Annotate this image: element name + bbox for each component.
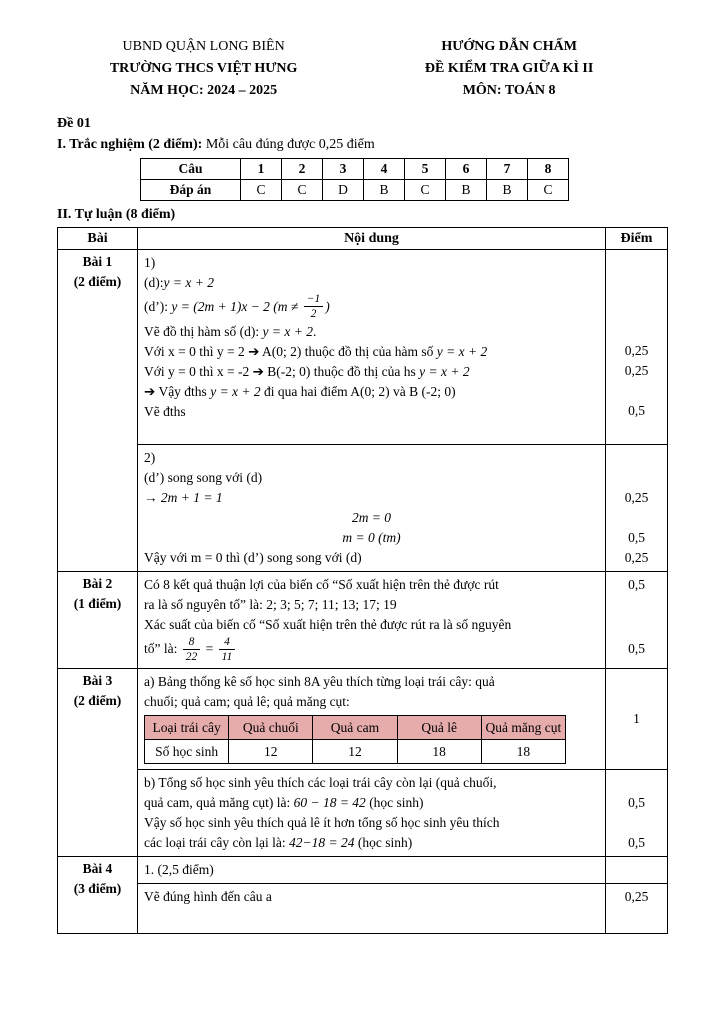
exercise-label-cell bbox=[58, 856, 138, 933]
math-text: m = 0 (tm) bbox=[342, 530, 401, 546]
essay-table bbox=[57, 227, 668, 934]
document-header bbox=[57, 36, 668, 102]
answer-table-row bbox=[141, 180, 569, 201]
fruit-table-data-cell: Số học sinh bbox=[145, 739, 229, 763]
points-value: 0,5 bbox=[628, 577, 645, 593]
points-cell bbox=[606, 883, 668, 933]
answer-cell: 7 bbox=[487, 159, 528, 180]
fraction-numerator: 8 bbox=[188, 635, 195, 648]
fruit-table-data-row bbox=[145, 739, 566, 763]
plain-text: . bbox=[312, 324, 317, 340]
math-text: 60 − 18 = 42 bbox=[293, 794, 366, 810]
section1-title bbox=[57, 135, 668, 154]
answer-cell: 5 bbox=[405, 159, 446, 180]
content-line bbox=[144, 575, 599, 595]
content-line bbox=[144, 402, 599, 422]
answer-cell: C bbox=[528, 180, 569, 201]
header-left-block bbox=[57, 36, 350, 102]
math-text: y = (2m + 1)x − 2 (m ≠ bbox=[171, 299, 302, 314]
plain-text: Vẽ đồ thị hàm số (d): bbox=[144, 324, 263, 340]
points-value: 0,5 bbox=[628, 794, 645, 810]
answer-cell: 4 bbox=[364, 159, 405, 180]
answer-cell: 3 bbox=[323, 159, 364, 180]
answer-table-row-label: Câu bbox=[141, 159, 241, 180]
points-cell bbox=[606, 250, 668, 445]
exercise-label-line: Bài 1 bbox=[82, 254, 113, 269]
points-value: 0,5 bbox=[628, 834, 645, 850]
doc-title: HƯỚNG DẪN CHẤM bbox=[441, 39, 577, 54]
content-line bbox=[144, 833, 599, 853]
answer-cell: C bbox=[282, 180, 323, 201]
points-value: 0,5 bbox=[628, 403, 645, 418]
answer-cell: 6 bbox=[446, 159, 487, 180]
math-text: ) bbox=[325, 299, 330, 314]
fruit-table-data-cell: 12 bbox=[229, 739, 313, 763]
points-cell bbox=[606, 769, 668, 856]
plain-text: → bbox=[144, 490, 161, 506]
answer-cell: B bbox=[446, 180, 487, 201]
math-text: y = x + 2 bbox=[163, 275, 214, 290]
exam-title: ĐỀ KIỂM TRA GIỮA KÌ II bbox=[424, 61, 594, 76]
fraction bbox=[304, 292, 324, 321]
content-line bbox=[144, 793, 599, 813]
answer-cell: 2 bbox=[282, 159, 323, 180]
essay-table-row bbox=[58, 856, 668, 883]
plain-text: Xác suất của biến cố “Số xuất hiện trên thẻ được rút ra là số nguyên bbox=[144, 617, 512, 633]
essay-table-row bbox=[58, 668, 668, 769]
answer-table-row bbox=[141, 159, 569, 180]
content-line bbox=[144, 468, 599, 488]
math-text: y = x + 2 bbox=[210, 384, 261, 400]
essay-table-row bbox=[58, 883, 668, 933]
content-cell bbox=[138, 883, 606, 933]
points-spacer bbox=[608, 381, 665, 401]
fraction-denominator: 11 bbox=[219, 649, 236, 664]
math-text: y = x + 2 bbox=[262, 324, 313, 340]
exercise-label-line: Bài 3 bbox=[82, 672, 113, 688]
fruit-table-header-row bbox=[145, 715, 566, 739]
exercise-label-line: (1 điểm) bbox=[73, 596, 122, 612]
plain-text: (d’): bbox=[144, 299, 172, 314]
fruit-table-header-cell: Quả măng cụt bbox=[481, 715, 565, 739]
plain-text: (học sinh) bbox=[365, 794, 424, 810]
answer-cell: C bbox=[241, 180, 282, 201]
points-cell: 1 bbox=[606, 668, 668, 769]
plain-text: đi qua hai điểm A(0; 2) và B (-2; 0) bbox=[260, 384, 456, 400]
answer-cell: D bbox=[323, 180, 364, 201]
fruit-table-header-cell: Loại trái cây bbox=[145, 715, 229, 739]
points-value: 0,5 bbox=[628, 530, 645, 546]
content-cell bbox=[138, 445, 606, 572]
fruit-table bbox=[144, 715, 566, 764]
points-spacer bbox=[608, 860, 665, 880]
content-line bbox=[144, 887, 599, 907]
section2-title: II. Tự luận (8 điểm) bbox=[57, 207, 176, 222]
math-text: 2m + 1 = 1 bbox=[160, 490, 223, 506]
content-line bbox=[144, 615, 599, 635]
essay-table-row bbox=[58, 572, 668, 668]
essay-table-row bbox=[58, 445, 668, 572]
header-right-block bbox=[350, 36, 668, 102]
points-spacer bbox=[608, 595, 665, 615]
points-value: 0,25 bbox=[624, 343, 649, 358]
points-spacer bbox=[608, 813, 665, 833]
exercise-label-line: Bài 2 bbox=[82, 576, 113, 592]
answer-cell: B bbox=[487, 180, 528, 201]
essay-table-column-header: Điểm bbox=[606, 228, 668, 250]
fruit-table-header-cell: Quả lê bbox=[397, 715, 481, 739]
points-value: 0,25 bbox=[624, 550, 649, 566]
section1-title-rest: Mỗi câu đúng được 0,25 điểm bbox=[202, 137, 375, 152]
plain-text: quả cam, quả măng cụt) là: bbox=[144, 794, 294, 810]
content-line bbox=[144, 362, 599, 382]
math-text: 2m = 0 bbox=[351, 510, 392, 526]
content-line bbox=[144, 813, 599, 833]
fruit-table-data-cell: 12 bbox=[313, 739, 397, 763]
answer-table-row-label: Đáp án bbox=[141, 180, 241, 201]
points-cell bbox=[606, 856, 668, 883]
points-cell bbox=[606, 445, 668, 572]
fraction bbox=[183, 635, 201, 664]
content-cell bbox=[138, 856, 606, 883]
plain-text: tố” là: bbox=[144, 641, 181, 657]
plain-text: Vậy số học sinh yêu thích quả lê ít hơn tổng số học sinh yêu thích bbox=[144, 814, 500, 830]
fraction-numerator: −1 bbox=[306, 293, 321, 306]
fruit-table-data-cell: 18 bbox=[397, 739, 481, 763]
essay-table-column-header: Nội dung bbox=[138, 228, 606, 250]
plain-text: b) Tổng số học sinh yêu thích các loại trái cây còn lại (quả chuối, bbox=[144, 774, 497, 790]
math-text: 42−18 = 24 bbox=[289, 834, 355, 850]
content-line bbox=[144, 672, 599, 692]
exercise-label-line: (2 điểm) bbox=[73, 692, 122, 708]
school-year: NĂM HỌC: 2024 – 2025 bbox=[130, 83, 278, 98]
fraction-denominator: 22 bbox=[183, 649, 201, 664]
points-value: 0,5 bbox=[628, 641, 645, 657]
math-text: y = x + 2 bbox=[436, 344, 488, 360]
points-spacer bbox=[608, 615, 665, 635]
content-line bbox=[144, 595, 599, 615]
fruit-table-header-cell: Quả cam bbox=[313, 715, 397, 739]
answer-cell: 8 bbox=[528, 159, 569, 180]
subject-title: MÔN: TOÁN 8 bbox=[462, 83, 556, 98]
content-line bbox=[144, 342, 599, 362]
content-line bbox=[144, 448, 599, 468]
content-line bbox=[144, 548, 599, 568]
points-spacer bbox=[608, 508, 665, 528]
plain-text: (d): bbox=[144, 275, 164, 290]
exercise-label-cell bbox=[58, 250, 138, 572]
school-name: TRƯỜNG THCS VIỆT HƯNG bbox=[109, 61, 298, 76]
fraction-denominator: 2 bbox=[304, 306, 324, 321]
answer-cell: 1 bbox=[241, 159, 282, 180]
section1-title-bold: I. Trắc nghiệm (2 điểm): bbox=[57, 137, 203, 152]
content-line bbox=[144, 528, 599, 548]
content-line bbox=[144, 253, 599, 273]
content-line bbox=[144, 488, 599, 508]
exam-code: Đề 01 bbox=[57, 116, 91, 131]
content-line bbox=[144, 322, 599, 342]
answer-cell: B bbox=[364, 180, 405, 201]
content-line bbox=[144, 635, 599, 664]
plain-text: các loại trái cây còn lại là: bbox=[144, 834, 290, 850]
plain-text: ra là số nguyên tố” là: 2; 3; 5; 7; 11; 13; 17; 19 bbox=[144, 597, 397, 613]
essay-table-column-header: Bài bbox=[58, 228, 138, 250]
content-line bbox=[144, 860, 599, 880]
plain-text: ➔ Vậy đths bbox=[144, 384, 211, 400]
fraction-numerator: 4 bbox=[224, 635, 230, 648]
essay-table-row bbox=[58, 769, 668, 856]
points-spacer bbox=[608, 253, 665, 273]
content-line bbox=[144, 692, 599, 712]
points-spacer bbox=[608, 293, 665, 321]
points-spacer bbox=[608, 273, 665, 293]
plain-text: Với y = 0 thì x = -2 ➔ B(-2; 0) thuộc đồ thị của hs bbox=[144, 364, 420, 380]
plain-text: 1. (2,5 điểm) bbox=[144, 861, 214, 877]
content-cell bbox=[138, 250, 606, 445]
content-line bbox=[144, 773, 599, 793]
plain-text: 1) bbox=[144, 255, 156, 270]
points-spacer bbox=[608, 773, 665, 793]
plain-text: = bbox=[202, 641, 217, 657]
fraction bbox=[219, 635, 236, 664]
points-spacer bbox=[608, 468, 665, 488]
plain-text: 2) bbox=[144, 450, 156, 466]
exercise-label-cell bbox=[58, 572, 138, 668]
content-cell bbox=[138, 572, 606, 668]
exercise-label-cell bbox=[58, 668, 138, 856]
math-text: y = x + 2 bbox=[419, 364, 470, 380]
points-value: 0,25 bbox=[624, 490, 649, 506]
plain-text: Vậy với m = 0 thì (d’) song song với (d) bbox=[144, 550, 362, 566]
plain-text: Vẽ đúng hình đến câu a bbox=[144, 888, 272, 904]
plain-text: Vẽ đths bbox=[144, 404, 186, 420]
exercise-label-line: (3 điểm) bbox=[73, 880, 122, 896]
content-line bbox=[144, 273, 599, 293]
plain-text: a) Bảng thống kê số học sinh 8A yêu thích từng loại trái cây: quả bbox=[144, 673, 495, 689]
points-cell bbox=[606, 572, 668, 668]
essay-table-header-row bbox=[58, 228, 668, 250]
fruit-table-header-cell: Quả chuối bbox=[229, 715, 313, 739]
content-cell bbox=[138, 769, 606, 856]
points-spacer bbox=[608, 321, 665, 341]
answer-cell: C bbox=[405, 180, 446, 201]
essay-table-row bbox=[58, 250, 668, 445]
plain-text: Với x = 0 thì y = 2 ➔ A(0; 2) thuộc đồ thị của hàm số bbox=[144, 344, 437, 360]
content-line bbox=[144, 382, 599, 402]
plain-text: chuối; quả cam; quả lê; quả măng cụt: bbox=[144, 693, 350, 709]
plain-text: (d’) song song với (d) bbox=[144, 470, 263, 486]
points-spacer bbox=[608, 448, 665, 468]
content-cell bbox=[138, 668, 606, 769]
exercise-label-line: (2 điểm) bbox=[73, 274, 122, 289]
exercise-label-line: Bài 4 bbox=[82, 860, 113, 876]
content-line bbox=[144, 508, 599, 528]
points-value: 0,25 bbox=[624, 363, 649, 378]
content-line bbox=[144, 293, 599, 322]
plain-text: (học sinh) bbox=[354, 834, 413, 850]
answer-table bbox=[140, 158, 569, 201]
fruit-table-data-cell: 18 bbox=[481, 739, 565, 763]
org-name: UBND QUẬN LONG BIÊN bbox=[122, 39, 285, 54]
points-value: 0,25 bbox=[624, 888, 649, 904]
plain-text: Có 8 kết quả thuận lợi của biến cố “Số xuất hiện trên thẻ được rút bbox=[144, 577, 499, 593]
